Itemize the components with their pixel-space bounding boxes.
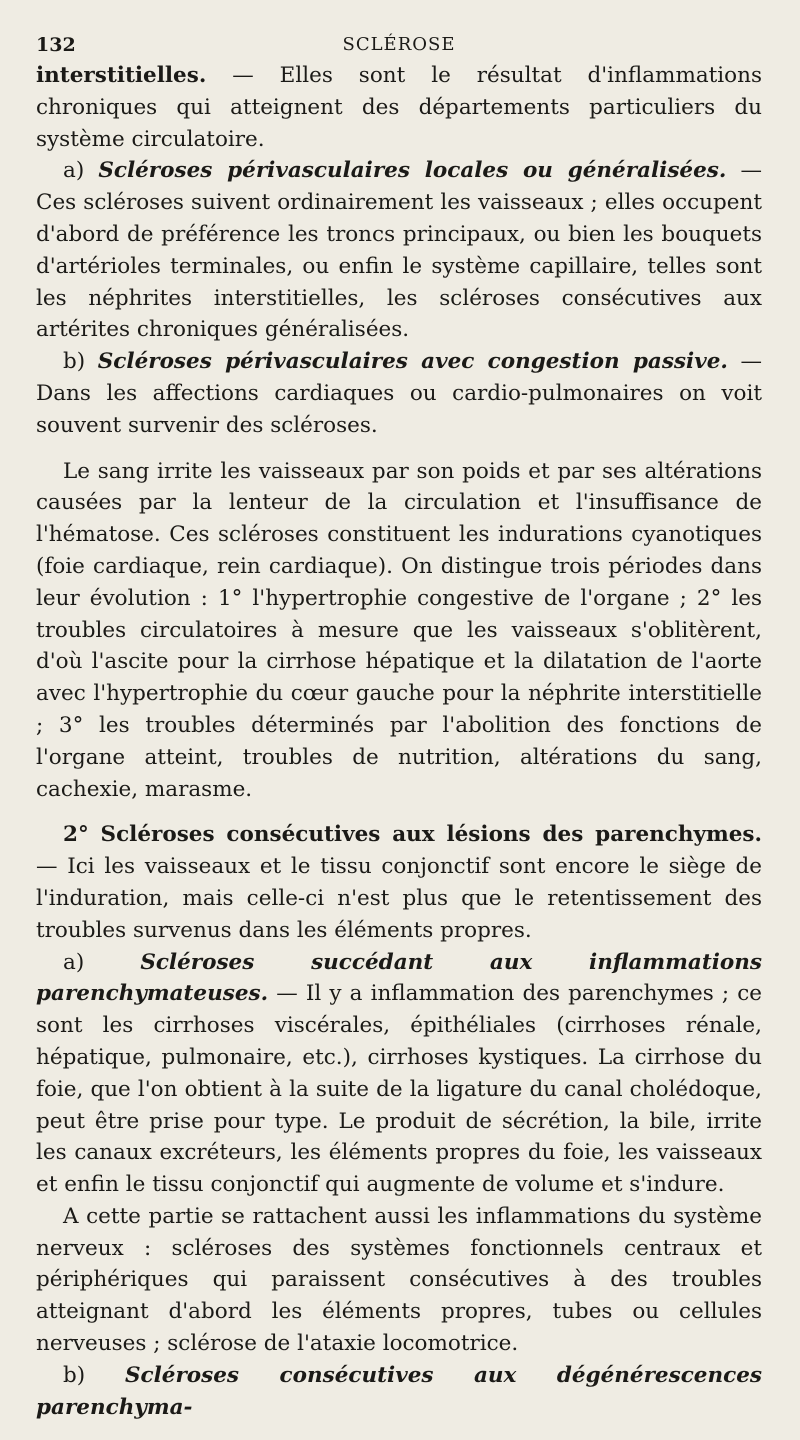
paragraph-lead: interstitielles.	[36, 63, 207, 88]
section-heading: Scléroses périvasculaires locales ou généralisées.	[98, 158, 727, 184]
item-label: a)	[63, 158, 85, 184]
item-label: a)	[63, 949, 85, 975]
section-heading: Scléroses périvasculaires avec congestion passive.	[97, 349, 728, 375]
paragraph-text: — Elles sont le résultat d'inflammations chroniques qui atteignent des départements particuliers du système circulatoire.	[36, 63, 762, 152]
section-heading: Scléroses consécutives aux dégénérescences parenchyma-	[36, 1362, 762, 1420]
paragraph-text: — Dans les affections cardiaques ou cardio-pulmonaires on voit souvent survenir des scléroses.	[36, 349, 762, 438]
page-header	[36, 30, 762, 60]
section-heading: 2° Scléroses consécutives aux lésions des parenchymes.	[63, 822, 762, 848]
document-page	[36, 30, 762, 1423]
paragraph-nervous-system	[36, 1201, 762, 1360]
paragraph-interstitial	[36, 60, 762, 155]
section-heading: Scléroses succédant aux inflammations parenchymateuses.	[36, 949, 762, 1007]
paragraph-degeneration	[36, 1360, 762, 1424]
running-title: SCLÉROSE	[342, 34, 456, 55]
item-label: b)	[63, 349, 86, 375]
paragraph-text: A cette partie se rattachent aussi les inflammations du système nerveux : scléroses des systèmes fonctionnels centraux et périphériques qui paraissent consécutives à des troubles atteignant d'abord les éléments propres, tubes ou cellules nerveuses ; sclérose de l'ataxie locomotrice.	[36, 1203, 762, 1357]
paragraph-blood-irritation	[36, 456, 762, 806]
paragraph-parenchymal-inflammation	[36, 947, 762, 1201]
paragraph-perivascular-congestion	[36, 346, 762, 441]
paragraph-text: — Ici les vaisseaux et le tissu conjonctif sont encore le siège de l'induration, mais celle-ci n'est plus que le retentissement des troubles survenus dans les éléments propres.	[36, 854, 762, 943]
paragraph-parenchymal-lesions	[36, 819, 762, 946]
page-number: 132	[36, 34, 76, 56]
paragraph-text: — Il y a inflammation des parenchymes ; ce sont les cirrhoses viscérales, épithéliales (cirrhoses rénale, hépatique, pulmonaire, etc.), cirrhoses kystiques. La cirrhose du foie, que l'on obtient à la suite de la ligature du canal cholédoque, peut être prise pour type. Le produit de sécrétion, la bile, irrite les canaux excréteurs, les éléments propres du foie, les vaisseaux et enfin le tissu conjonctif qui augmente de volume et s'indure.	[36, 981, 762, 1198]
paragraph-text: Le sang irrite les vaisseaux par son poids et par ses altérations causées par la lenteur de la circulation et l'insuffisance de l'hématose. Ces scléroses constituent les indurations cyanotiques (foie cardiaque, rein cardiaque). On distingue trois périodes dans leur évolution : 1° l'hypertrophie congestive de l'organe ; 2° les troubles circulatoires à mesure que les vaisseaux s'oblitèrent, d'où l'ascite pour la cirrhose hépatique et la dilatation de l'aorte avec l'hypertrophie du cœur gauche pour la néphrite interstitielle ; 3° les troubles déterminés par l'abolition des fonctions de l'organe atteint, troubles de nutrition, altérations du sang, cachexie, marasme.	[36, 458, 762, 802]
paragraph-text: — Ces scléroses suivent ordinairement les vaisseaux ; elles occupent d'abord de préférence les troncs principaux, ou bien les bouquets d'artérioles terminales, ou enfin le système capillaire, telles sont les néphrites interstitielles, les scléroses consécutives aux artérites chroniques généralisées.	[36, 158, 762, 343]
paragraph-perivascular-local	[36, 155, 762, 346]
item-label: b)	[63, 1362, 86, 1388]
